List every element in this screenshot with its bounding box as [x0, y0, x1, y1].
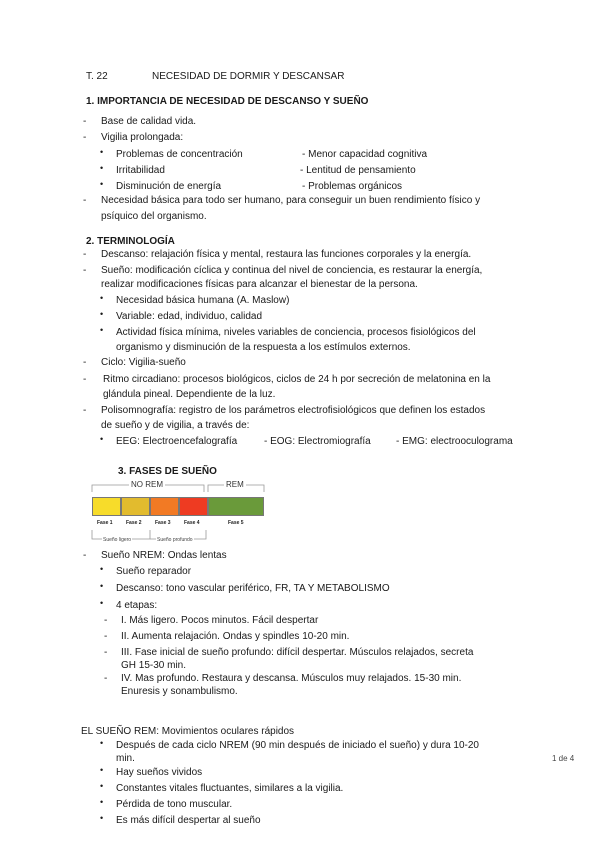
bullet-icon: •: [100, 738, 104, 748]
eog-item: - EOG: Electromiografía: [264, 436, 371, 447]
list-item: Vigilia prolongada:: [101, 132, 184, 143]
profundo-label: Sueño profundo: [157, 537, 193, 543]
list-item: Descanso: tono vascular periférico, FR, TA Y METABOLISMO: [116, 583, 390, 594]
paragraph-line: de sueño y de vigilia, a través de:: [101, 420, 250, 431]
vigilia-left: Disminución de energía: [116, 181, 222, 192]
dash-marker: -: [83, 265, 87, 276]
paragraph-line: realizar modificaciones físicas para alcanzar el bienestar de la persona.: [101, 279, 418, 290]
fase-1-box: [92, 497, 121, 516]
fase-4-box: [179, 497, 208, 516]
list-item: Constantes vitales fluctuantes, similares a la vigilia.: [116, 783, 344, 794]
dash-marker: -: [83, 357, 87, 368]
etapa-item: I. Más ligero. Pocos minutos. Fácil despertar: [121, 615, 319, 626]
section1-heading: 1. IMPORTANCIA DE NECESIDAD DE DESCANSO Y SUEÑO: [86, 96, 369, 107]
paragraph-line: Sueño: modificación cíclica y continua del nivel de conciencia, es restaurar la energía,: [101, 265, 483, 276]
list-item: min.: [116, 753, 135, 764]
bullet-icon: •: [100, 179, 104, 189]
etapa-item: III. Fase inicial de sueño profundo: difícil despertar. Músculos relajados, secreta: [121, 647, 474, 658]
paragraph-line: Necesidad básica para todo ser humano, para conseguir un buen rendimiento físico y: [101, 195, 481, 206]
vigilia-left: Irritabilidad: [116, 165, 165, 176]
eeg-item: EEG: Electroencefalografía: [116, 436, 238, 447]
bullet-icon: •: [100, 309, 104, 319]
fase-label: Fase 3: [155, 520, 171, 526]
dash-marker: -: [83, 116, 87, 127]
paragraph-line: Polisomnografía: registro de los parámetros electrofisiológicos que definen los estados: [101, 405, 486, 416]
paragraph-line: Ritmo circadiano: procesos biológicos, ciclos de 24 h por secreción de melatonina en la: [103, 374, 491, 385]
vigilia-left: Problemas de concentración: [116, 149, 243, 160]
bullet-icon: •: [100, 147, 104, 157]
bullet-icon: •: [100, 325, 104, 335]
list-item: Sueño reparador: [116, 566, 192, 577]
etapa-item: II. Aumenta relajación. Ondas y spindles 10-20 min.: [121, 631, 350, 642]
list-item: Después de cada ciclo NREM (90 min después de iniciado el sueño) y dura 10-20: [116, 740, 479, 751]
fase-5-box: [208, 497, 264, 516]
rem-label: REM: [226, 480, 244, 489]
paragraph-line: glándula pineal. Dependiente de la luz.: [103, 389, 276, 400]
no-rem-label: NO REM: [131, 480, 163, 489]
dash-marker: -: [83, 132, 87, 143]
fase-3-box: [150, 497, 179, 516]
list-item: Base de calidad vida.: [101, 116, 197, 127]
list-item: Es más difícil despertar al sueño: [116, 815, 261, 826]
fase-label: Fase 1: [97, 520, 113, 526]
etapa-item: Enuresis y sonambulismo.: [121, 686, 238, 697]
list-item: Sueño NREM: Ondas lentas: [101, 550, 227, 561]
bullet-icon: •: [100, 765, 104, 775]
section2-heading: 2. TERMINOLOGÍA: [86, 236, 175, 247]
bullet-icon: •: [100, 813, 104, 823]
list-item: organismo y disminución de la respuesta a los estímulos externos.: [116, 342, 411, 353]
fase-label: Fase 2: [126, 520, 142, 526]
bullet-icon: •: [100, 581, 104, 591]
vigilia-right: - Menor capacidad cognitiva: [302, 149, 428, 160]
paragraph-line: psíquico del organismo.: [101, 211, 207, 222]
etapa-item: IV. Mas profundo. Restaura y descansa. Músculos muy relajados. 15-30 min.: [121, 673, 462, 684]
list-item: Variable: edad, individuo, calidad: [116, 311, 263, 322]
bullet-icon: •: [100, 434, 104, 444]
unit-label: T. 22: [86, 71, 108, 82]
dash-marker: -: [104, 615, 108, 626]
section3-heading: 3. FASES DE SUEÑO: [118, 466, 217, 477]
list-item: Actividad física mínima, niveles variables de conciencia, procesos fisiológicos del: [116, 327, 476, 338]
ligero-label: Sueño ligero: [103, 537, 132, 543]
list-item: Pérdida de tono muscular.: [116, 799, 233, 810]
dash-marker: -: [83, 195, 87, 206]
page-number: 1 de 4: [552, 754, 575, 763]
dash-marker: -: [104, 631, 108, 642]
dash-marker: -: [83, 405, 87, 416]
etapa-item: GH 15-30 min.: [121, 660, 187, 671]
bullet-icon: •: [100, 163, 104, 173]
list-item: Ciclo: Vigilia-sueño: [101, 357, 186, 368]
list-item: Hay sueños vividos: [116, 767, 203, 778]
bullet-icon: •: [100, 781, 104, 791]
list-item: Necesidad básica humana (A. Maslow): [116, 295, 290, 306]
dash-marker: -: [104, 673, 108, 684]
bullet-icon: •: [100, 293, 104, 303]
page-title: NECESIDAD DE DORMIR Y DESCANSAR: [152, 71, 345, 82]
dash-marker: -: [104, 647, 108, 658]
rem-title: EL SUEÑO REM: Movimientos oculares rápidos: [81, 726, 295, 737]
fase-label: Fase 4: [184, 520, 200, 526]
vigilia-right: - Problemas orgánicos: [302, 181, 403, 192]
dash-marker: -: [83, 550, 87, 561]
fase-label: Fase 5: [228, 520, 244, 526]
list-item: 4 etapas:: [116, 600, 158, 611]
bullet-icon: •: [100, 564, 104, 574]
bullet-icon: •: [100, 797, 104, 807]
dash-marker: -: [83, 249, 87, 260]
bullet-icon: •: [100, 598, 104, 608]
fase-2-box: [121, 497, 150, 516]
paragraph-line: Descanso: relajación física y mental, restaura las funciones corporales y la energía.: [101, 249, 472, 260]
dash-marker: -: [83, 374, 87, 385]
emg-item: - EMG: electrooculograma: [396, 436, 513, 447]
vigilia-right: - Lentitud de pensamiento: [300, 165, 416, 176]
